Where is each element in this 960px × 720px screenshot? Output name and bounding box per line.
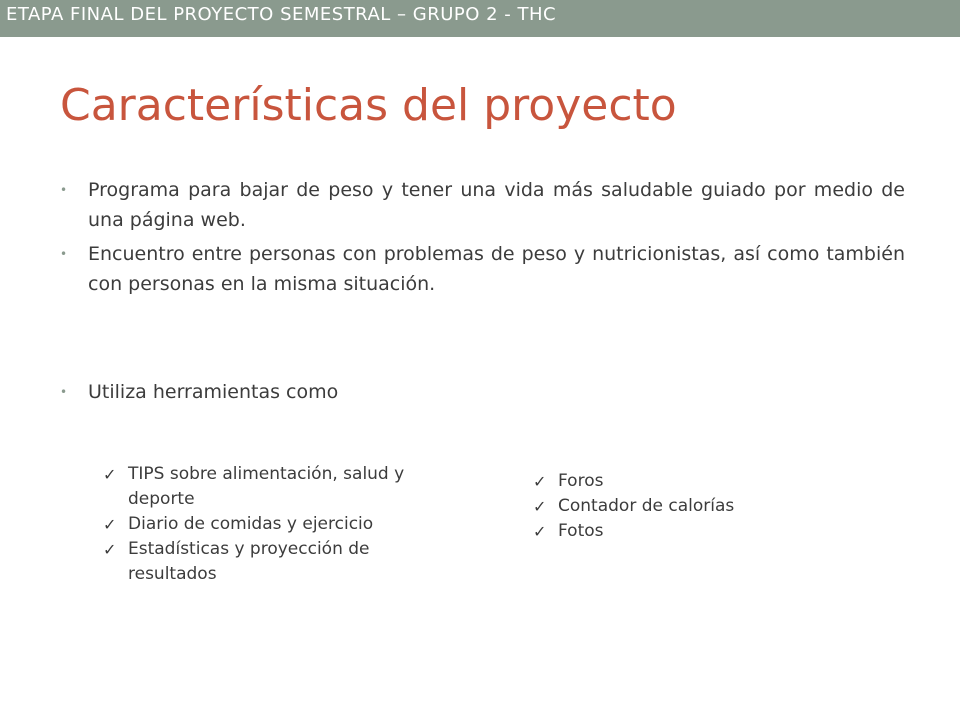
checkmark-icon: ✓: [533, 522, 547, 541]
checkmark-icon: ✓: [533, 497, 547, 516]
checklist-item-text: Fotos: [558, 521, 604, 541]
bullet-text: Programa para bajar de peso y tener una vida más saludable guiado por medio de una página web.: [88, 179, 905, 231]
checklist-item: [533, 494, 853, 519]
checklist-item: [533, 469, 853, 494]
checklist-item-text: TIPS sobre alimentación, salud y deporte: [128, 464, 405, 509]
bullet-dot-icon: •: [60, 183, 68, 197]
checklist-item: [103, 512, 448, 537]
header-bar: [0, 0, 960, 37]
checklist-item: [103, 462, 448, 512]
checklist-item-text: Contador de calorías: [558, 496, 735, 516]
bullet-dot-icon: •: [60, 385, 68, 399]
tools-checklist-right: [533, 469, 853, 544]
bullet-item: [60, 377, 905, 407]
header-text: ETAPA FINAL DEL PROYECTO SEMESTRAL – GRUPO 2 - THC: [6, 4, 557, 25]
slide-title: Características del proyecto: [60, 80, 677, 131]
checklist-item: [533, 519, 853, 544]
checklist-item-text: Estadísticas y proyección de resultados: [128, 539, 370, 584]
bullet-item: [60, 239, 905, 299]
bullet-dot-icon: •: [60, 247, 68, 261]
checklist-item-text: Diario de comidas y ejercicio: [128, 514, 374, 534]
checkmark-icon: ✓: [533, 472, 547, 491]
bullet-text: Encuentro entre personas con problemas de peso y nutricionistas, así como también con personas en la misma situación.: [88, 243, 905, 295]
checklist-item: [103, 537, 448, 587]
bullet-item: [60, 175, 905, 235]
bullet-list: [60, 175, 905, 407]
checkmark-icon: ✓: [103, 540, 117, 559]
bullet-text: Utiliza herramientas como: [88, 381, 339, 403]
checkmark-icon: ✓: [103, 515, 117, 534]
tools-checklist-left: [103, 462, 448, 587]
checkmark-icon: ✓: [103, 465, 117, 484]
checklist-item-text: Foros: [558, 471, 604, 491]
